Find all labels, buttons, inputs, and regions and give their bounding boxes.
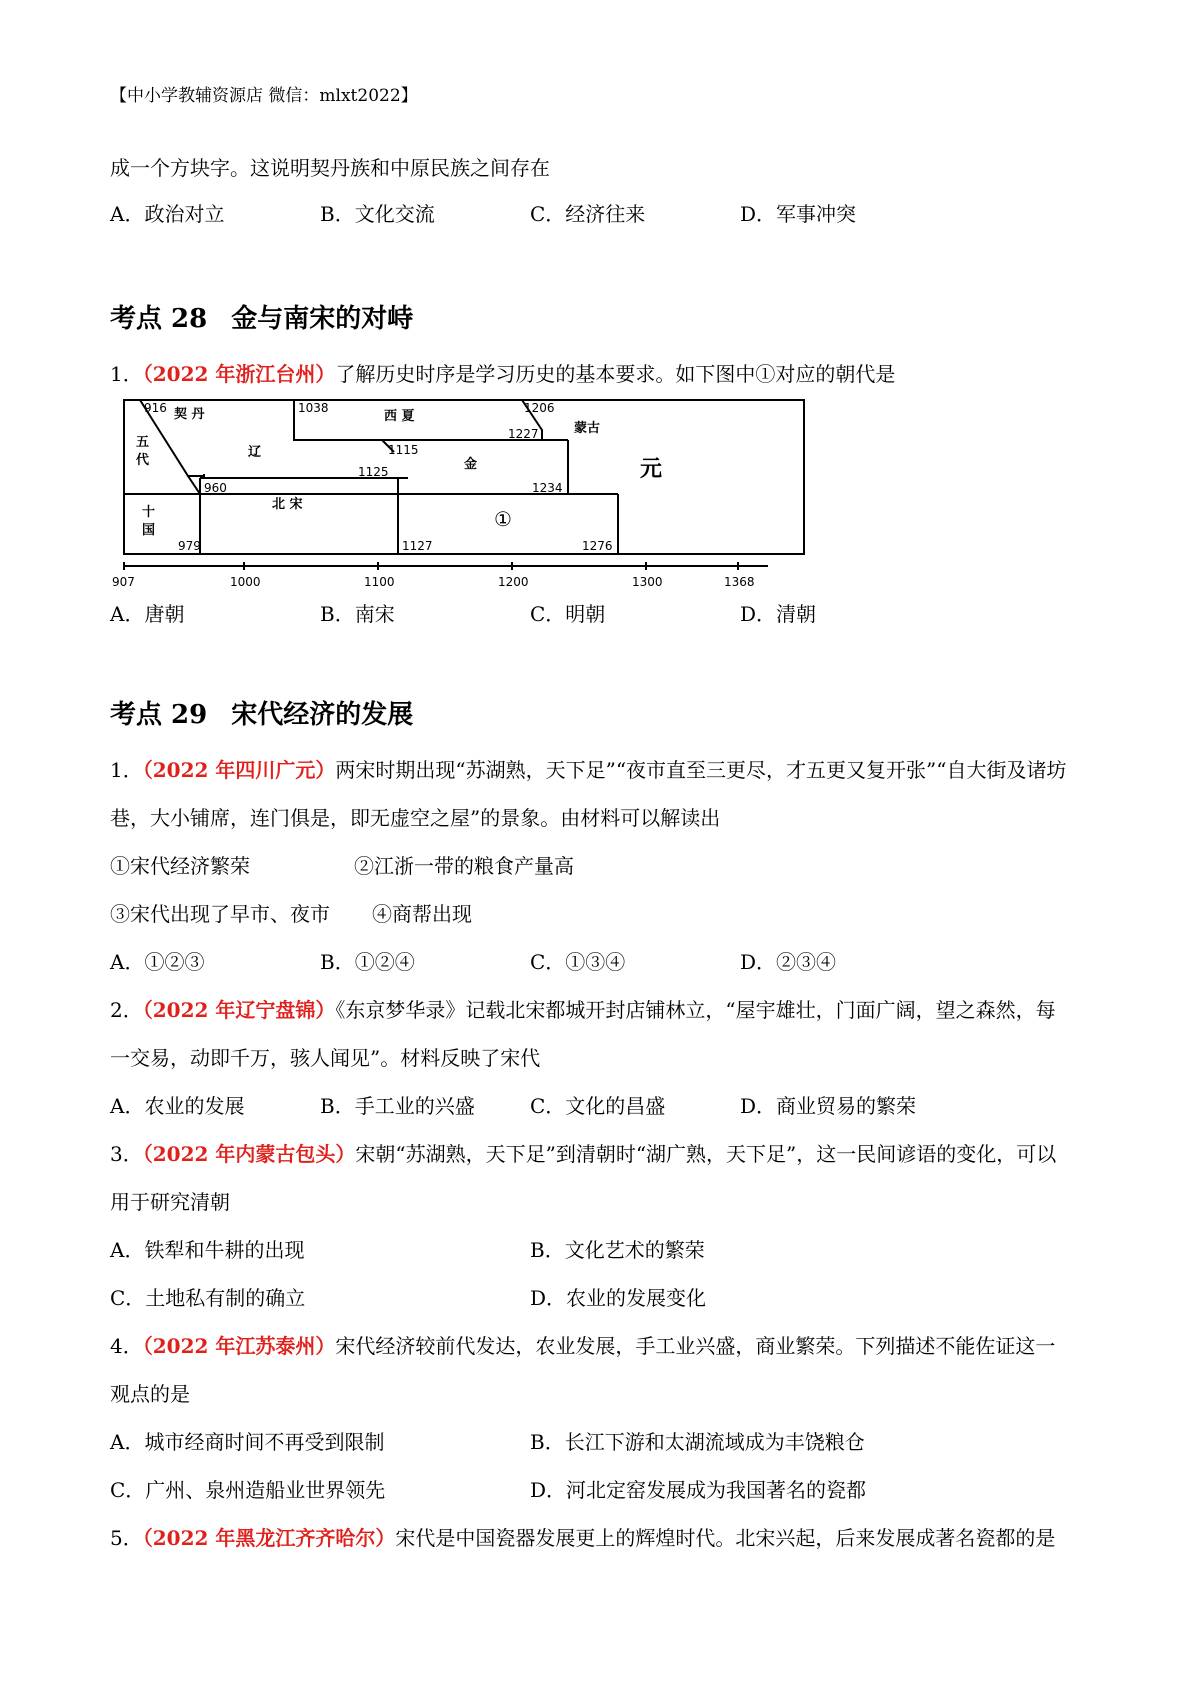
question-number: 5．: [110, 1526, 143, 1550]
question-28-1: [110, 360, 895, 388]
dynasty-label: 金: [464, 457, 478, 472]
year-label: 916: [144, 401, 167, 415]
dynasty-label: 西 夏: [384, 409, 415, 424]
option-b: B．文化艺术的繁荣: [530, 1238, 705, 1262]
statement-2: ②江浙一带的粮食产量高: [354, 854, 574, 878]
option-a: A．①②③: [110, 950, 205, 974]
question-number: 4．: [110, 1334, 143, 1358]
option-d: D．清朝: [740, 602, 817, 626]
year-label: 960: [204, 481, 227, 495]
section-number: 考点 28: [110, 304, 208, 334]
statement-1: ①宋代经济繁荣: [110, 854, 250, 878]
option-c: C．经济往来: [530, 202, 646, 226]
option-b: B．长江下游和太湖流域成为丰饶粮仓: [530, 1430, 865, 1454]
question-29-3-line2: 用于研究清朝: [110, 1190, 230, 1214]
question-stem: 宋代是中国瓷器发展更上的辉煌时代。北宋兴起，后来发展成著名瓷都的是: [395, 1526, 1056, 1550]
question-29-1-line1: [110, 756, 1067, 784]
question-stem: 两宋时期出现“苏湖熟，天下足”“夜市直至三更尽，才五更又复开张”“自大街及诸坊: [335, 758, 1067, 782]
dynasty-label-shiguo-2: 国: [142, 523, 156, 538]
question-stem: 《东京梦华录》记载北宋都城开封店铺林立，“屋宇雄壮，门面广阔，望之森然，每: [335, 998, 1056, 1022]
year-label: 979: [178, 539, 201, 553]
question-29-3-line1: [110, 1140, 1056, 1168]
option-a: A．唐朝: [110, 602, 185, 626]
year-label: 1227: [508, 427, 539, 441]
year-label: 1115: [388, 443, 419, 457]
section-number: 考点 29: [110, 700, 208, 730]
section-heading-28: [110, 302, 413, 336]
question-29-2-line2: 一交易，动即千万，骇人闻见”。材料反映了宋代: [110, 1046, 541, 1070]
question-stem: 宋代经济较前代发达，农业发展，手工业兴盛，商业繁荣。下列描述不能佐证这一: [335, 1334, 1056, 1358]
dynasty-label-yuan: 元: [640, 457, 663, 482]
question-29-5-line1: [110, 1524, 1055, 1552]
option-b: B．文化交流: [320, 202, 435, 226]
question-number: 1．: [110, 758, 143, 782]
option-a: A．铁犁和牛耕的出现: [110, 1238, 305, 1262]
question-29-2-line1: [110, 996, 1056, 1024]
statement-4: ④商帮出现: [372, 902, 472, 926]
page-header: 【中小学教辅资源店 微信：mlxt2022】: [110, 86, 418, 106]
axis-tick-label: 1300: [632, 575, 663, 589]
option-d: D．河北定窑发展成为我国著名的瓷都: [530, 1478, 867, 1502]
option-d: D．②③④: [740, 950, 837, 974]
year-label: 1206: [524, 401, 555, 415]
question-source: （2022 年内蒙古包头）: [142, 1142, 356, 1166]
dynasty-label: 北 宋: [272, 497, 303, 512]
year-label: 1276: [582, 539, 613, 553]
question-stem-continued: 成一个方块字。这说明契丹族和中原民族之间存在: [110, 156, 550, 180]
dynasty-label: 辽: [248, 445, 262, 460]
option-d: D．农业的发展变化: [530, 1286, 707, 1310]
dynasty-label-wudai-1: 五: [136, 435, 150, 450]
question-29-4-line2: 观点的是: [110, 1382, 190, 1406]
question-number: 3．: [110, 1142, 143, 1166]
section-title: 金与南宋的对峙: [231, 304, 414, 334]
option-a: A．政治对立: [110, 202, 225, 226]
axis-tick-label: 1368: [724, 575, 755, 589]
option-c: C．明朝: [530, 602, 606, 626]
question-source: （2022 年辽宁盘锦）: [142, 998, 336, 1022]
option-b: B．①②④: [320, 950, 415, 974]
dynasty-label-circle-1: ①: [494, 507, 512, 531]
option-b: B．手工业的兴盛: [320, 1094, 475, 1118]
option-c: C．广州、泉州造船业世界领先: [110, 1478, 386, 1502]
question-source: （2022 年浙江台州）: [142, 362, 336, 386]
question-source: （2022 年江苏泰州）: [142, 1334, 336, 1358]
question-number: 1．: [110, 362, 143, 386]
dynasty-label-shiguo-1: 十: [142, 505, 156, 520]
option-b: B．南宋: [320, 602, 395, 626]
option-c: C．土地私有制的确立: [110, 1286, 306, 1310]
axis-tick-label: 1100: [364, 575, 395, 589]
question-29-4-line1: [110, 1332, 1055, 1360]
option-d: D．商业贸易的繁荣: [740, 1094, 917, 1118]
question-source: （2022 年四川广元）: [142, 758, 336, 782]
axis-tick-label: 907: [112, 575, 135, 589]
dynasty-label-wudai-2: 代: [136, 453, 150, 468]
option-c: C．①③④: [530, 950, 626, 974]
statement-3: ③宋代出现了早市、夜市: [110, 902, 330, 926]
question-29-1-line2: 巷，大小铺席，连门俱是，即无虚空之屋”的景象。由材料可以解读出: [110, 806, 721, 830]
question-number: 2．: [110, 998, 143, 1022]
question-stem: 了解历史时序是学习历史的基本要求。如下图中①对应的朝代是: [335, 362, 896, 386]
option-a: A．农业的发展: [110, 1094, 245, 1118]
option-a: A．城市经商时间不再受到限制: [110, 1430, 385, 1454]
year-label: 1038: [298, 401, 329, 415]
section-title: 宋代经济的发展: [231, 700, 414, 730]
year-label: 1127: [402, 539, 433, 553]
question-stem: 宋朝“苏湖熟，天下足”到清朝时“湖广熟，天下足”，这一民间谚语的变化，可以: [355, 1142, 1057, 1166]
option-d: D．军事冲突: [740, 202, 857, 226]
year-label: 1234: [532, 481, 563, 495]
option-c: C．文化的昌盛: [530, 1094, 666, 1118]
dynasty-label: 蒙古: [574, 421, 601, 436]
section-heading-29: [110, 698, 413, 732]
question-source: （2022 年黑龙江齐齐哈尔）: [142, 1526, 396, 1550]
axis-tick-label: 1200: [498, 575, 529, 589]
axis-tick-label: 1000: [230, 575, 261, 589]
dynasty-label: 契 丹: [174, 407, 205, 422]
dynasty-timeline-figure: [108, 396, 828, 592]
year-label: 1125: [358, 465, 389, 479]
